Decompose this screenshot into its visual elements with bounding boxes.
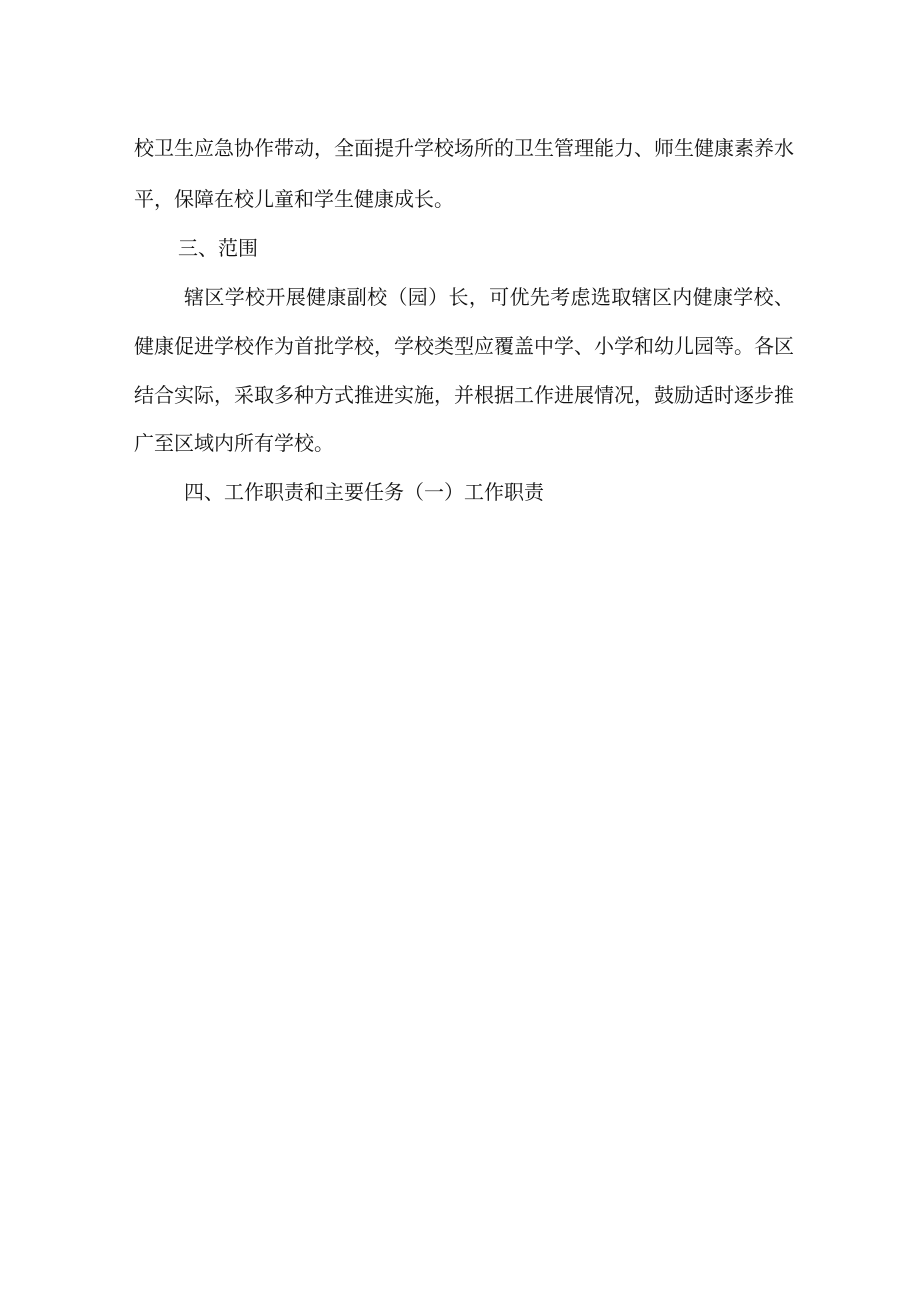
paragraph-line-3: 辖区学校开展健康副校（园）长，可优先考虑选取辖区内健康学校、 xyxy=(184,285,794,309)
paragraph-line-6: 广至区域内所有学校。 xyxy=(134,431,334,455)
paragraph-line-2: 平，保障在校儿童和学生健康成长。 xyxy=(134,187,454,211)
section-heading-scope: 三、范围 xyxy=(178,236,258,260)
paragraph-line-5: 结合实际，采取多种方式推进实施，并根据工作进展情况，鼓励适时逐步推 xyxy=(134,383,794,407)
section-heading-duties: 四、工作职责和主要任务（一）工作职责 xyxy=(184,480,544,504)
paragraph-line-4: 健康促进学校作为首批学校，学校类型应覆盖中学、小学和幼儿园等。各区 xyxy=(134,334,794,358)
paragraph-line-1: 校卫生应急协作带动，全面提升学校场所的卫生管理能力、师生健康素养水 xyxy=(134,136,794,160)
